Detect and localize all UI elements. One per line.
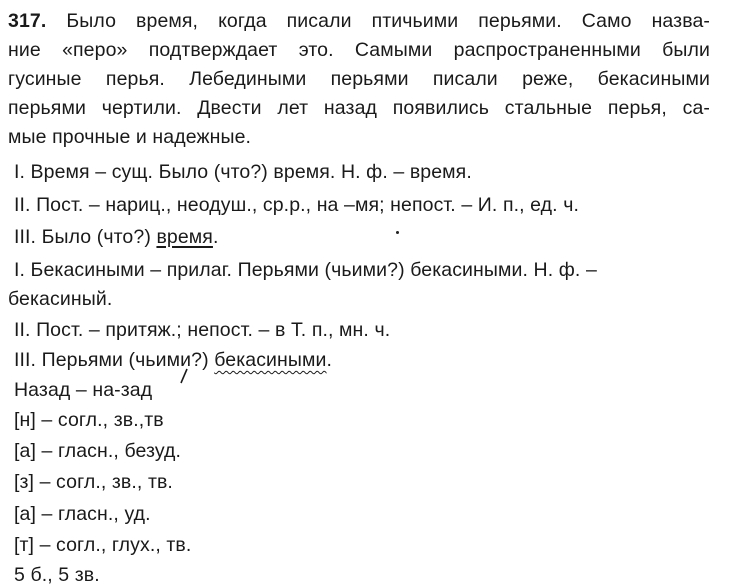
attribute-underlined-word: бекасиными [214, 349, 327, 371]
exercise-line-5: мые прочные и надежные. [8, 126, 252, 148]
stress-mark-icon [178, 368, 190, 384]
analysis-1-line-3-prefix: III. Было (что?) [14, 226, 157, 248]
analysis-2-line-4 [14, 348, 332, 372]
sound-line-3: [з] – согл., зв., тв. [14, 471, 173, 493]
phonetic-word-line: Назад – на-зад [14, 379, 153, 401]
speck-mark [396, 231, 399, 234]
analysis-1-line-3 [14, 225, 218, 249]
sound-line-1: [н] – согл., зв.,тв [14, 409, 164, 431]
exercise-line-2: ние «перо» подтверждает это. Самыми распространенными были [8, 39, 710, 61]
subject-underlined-word: время [156, 226, 213, 248]
analysis-1-line-1: I. Время – сущ. Было (что?) время. Н. ф. – время. [14, 161, 472, 183]
analysis-1-line-2: II. Пост. – нариц., неодуш., ср.р., на –мя; непост. – И. п., ед. ч. [14, 194, 579, 216]
exercise-line-3: гусиные перья. Лебедиными перьями писали реже, бекасиными [8, 68, 710, 90]
exercise-number: 317. [8, 10, 47, 32]
analysis-1-line-3-suffix: . [212, 226, 219, 248]
sound-line-4: [а] – гласн., уд. [14, 503, 151, 525]
analysis-2-line-4-suffix: . [326, 349, 333, 371]
analysis-2-line-4-prefix: III. Перьями (чьими?) [14, 349, 215, 371]
sound-line-5: [т] – согл., глух., тв. [14, 534, 192, 556]
exercise-line-1-text: Было время, когда писали птичьими перьями. Само назва- [66, 10, 710, 32]
exercise-line-4: перьями чертили. Двести лет назад появились стальные перья, са- [8, 97, 710, 119]
analysis-2-line-1: I. Бекасиными – прилаг. Перьями (чьими?) бекасиными. Н. ф. – [14, 259, 597, 281]
analysis-2-line-3: II. Пост. – притяж.; непост. – в Т. п., мн. ч. [14, 319, 391, 341]
analysis-2-line-2: бекасиный. [8, 288, 113, 310]
sound-line-2: [а] – гласн., безуд. [14, 440, 182, 462]
phonetic-summary: 5 б., 5 зв. [14, 564, 100, 586]
exercise-line-1 [8, 9, 710, 33]
